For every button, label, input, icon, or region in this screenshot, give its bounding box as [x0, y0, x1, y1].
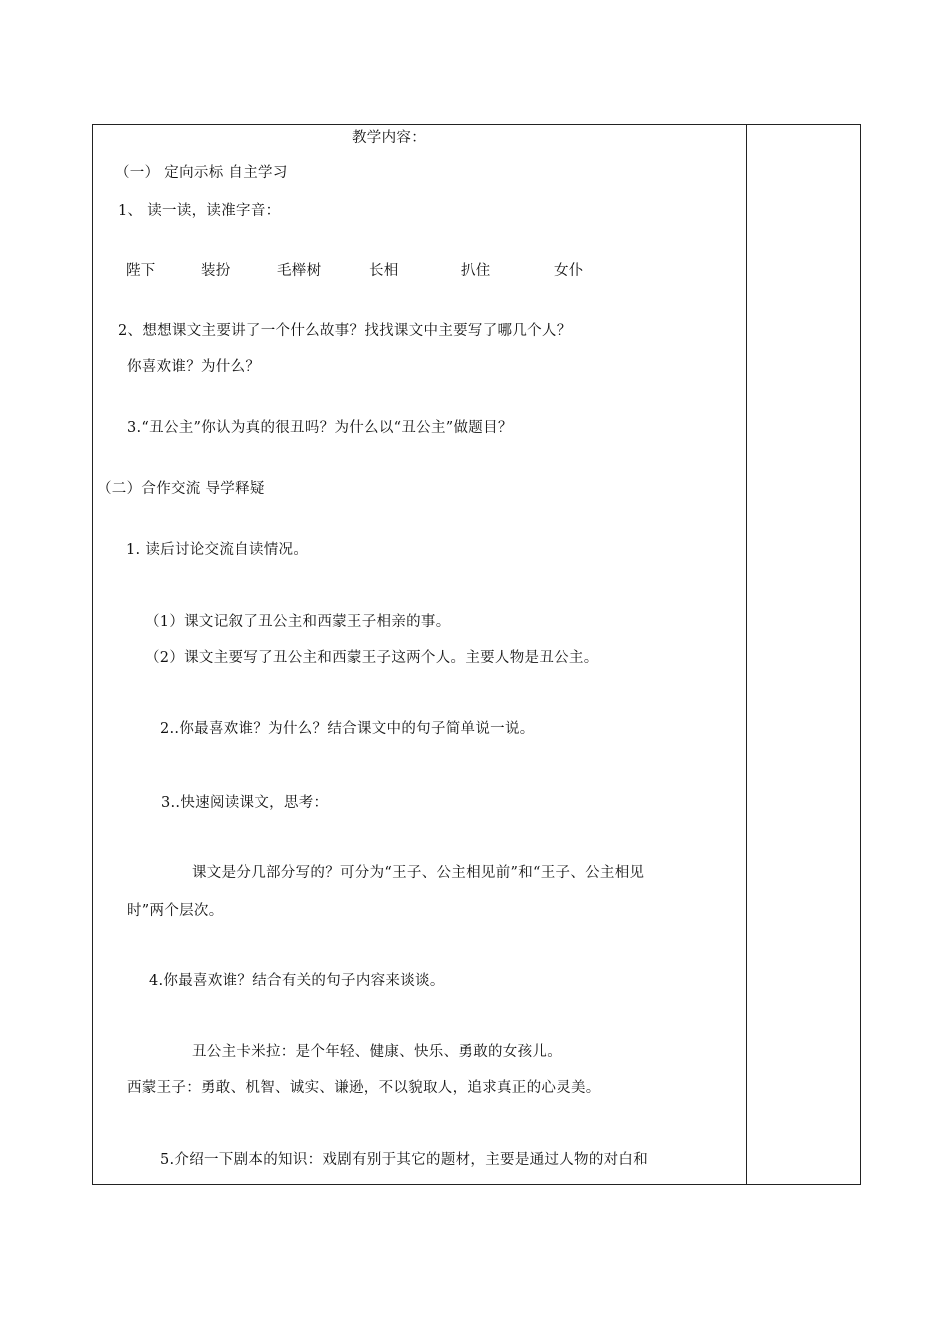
item4-answer-line2: 西蒙王子：勇敢、机智、诚实、谦逊，不以貌取人，追求真正的心灵美。 [127, 1080, 601, 1096]
word-item: 扒住 [461, 263, 491, 279]
task3: 3.“丑公主”你认为真的很丑吗？为什么以“丑公主”做题目？ [127, 420, 513, 436]
item4: 4.你最喜欢谁？结合有关的句子内容来谈谈。 [149, 973, 445, 989]
word-item: 毛榉树 [277, 263, 322, 279]
item1: 1. 读后讨论交流自读情况。 [126, 542, 309, 558]
item3-answer-line2: 时”两个层次。 [127, 903, 224, 919]
lesson-heading: 教学内容： [352, 130, 426, 146]
section1-title: （一） 定向示标 自主学习 [115, 165, 288, 181]
item4-answer-line1: 丑公主卡米拉：是个年轻、健康、快乐、勇敢的女孩儿。 [192, 1044, 562, 1060]
item1-a: （1）课文记叙了丑公主和西蒙王子相亲的事。 [145, 614, 451, 630]
task2-line1: 2、想想课文主要讲了一个什么故事？找找课文中主要写了哪几个人？ [118, 323, 572, 339]
task2-line2: 你喜欢谁？为什么？ [127, 359, 261, 375]
word-item: 陛下 [126, 263, 156, 279]
item2: 2..你最喜欢谁？为什么？结合课文中的句子简单说一说。 [160, 721, 535, 737]
item3: 3..快速阅读课文，思考： [161, 795, 329, 811]
word-item: 女仆 [554, 263, 584, 279]
item5: 5.介绍一下剧本的知识：戏剧有别于其它的题材，主要是通过人物的对白和 [160, 1152, 649, 1168]
word-item: 装扮 [201, 263, 231, 279]
table-column-divider [746, 124, 747, 1185]
item1-b: （2）课文主要写了丑公主和西蒙王子这两个人。主要人物是丑公主。 [145, 650, 599, 666]
item3-answer-line1: 课文是分几部分写的？可分为“王子、公主相见前”和“王子、公主相见 [192, 865, 645, 881]
word-item: 长相 [369, 263, 399, 279]
task1: 1、 读一读，读准字音： [118, 203, 281, 219]
section2-title: （二）合作交流 导学释疑 [97, 481, 265, 497]
